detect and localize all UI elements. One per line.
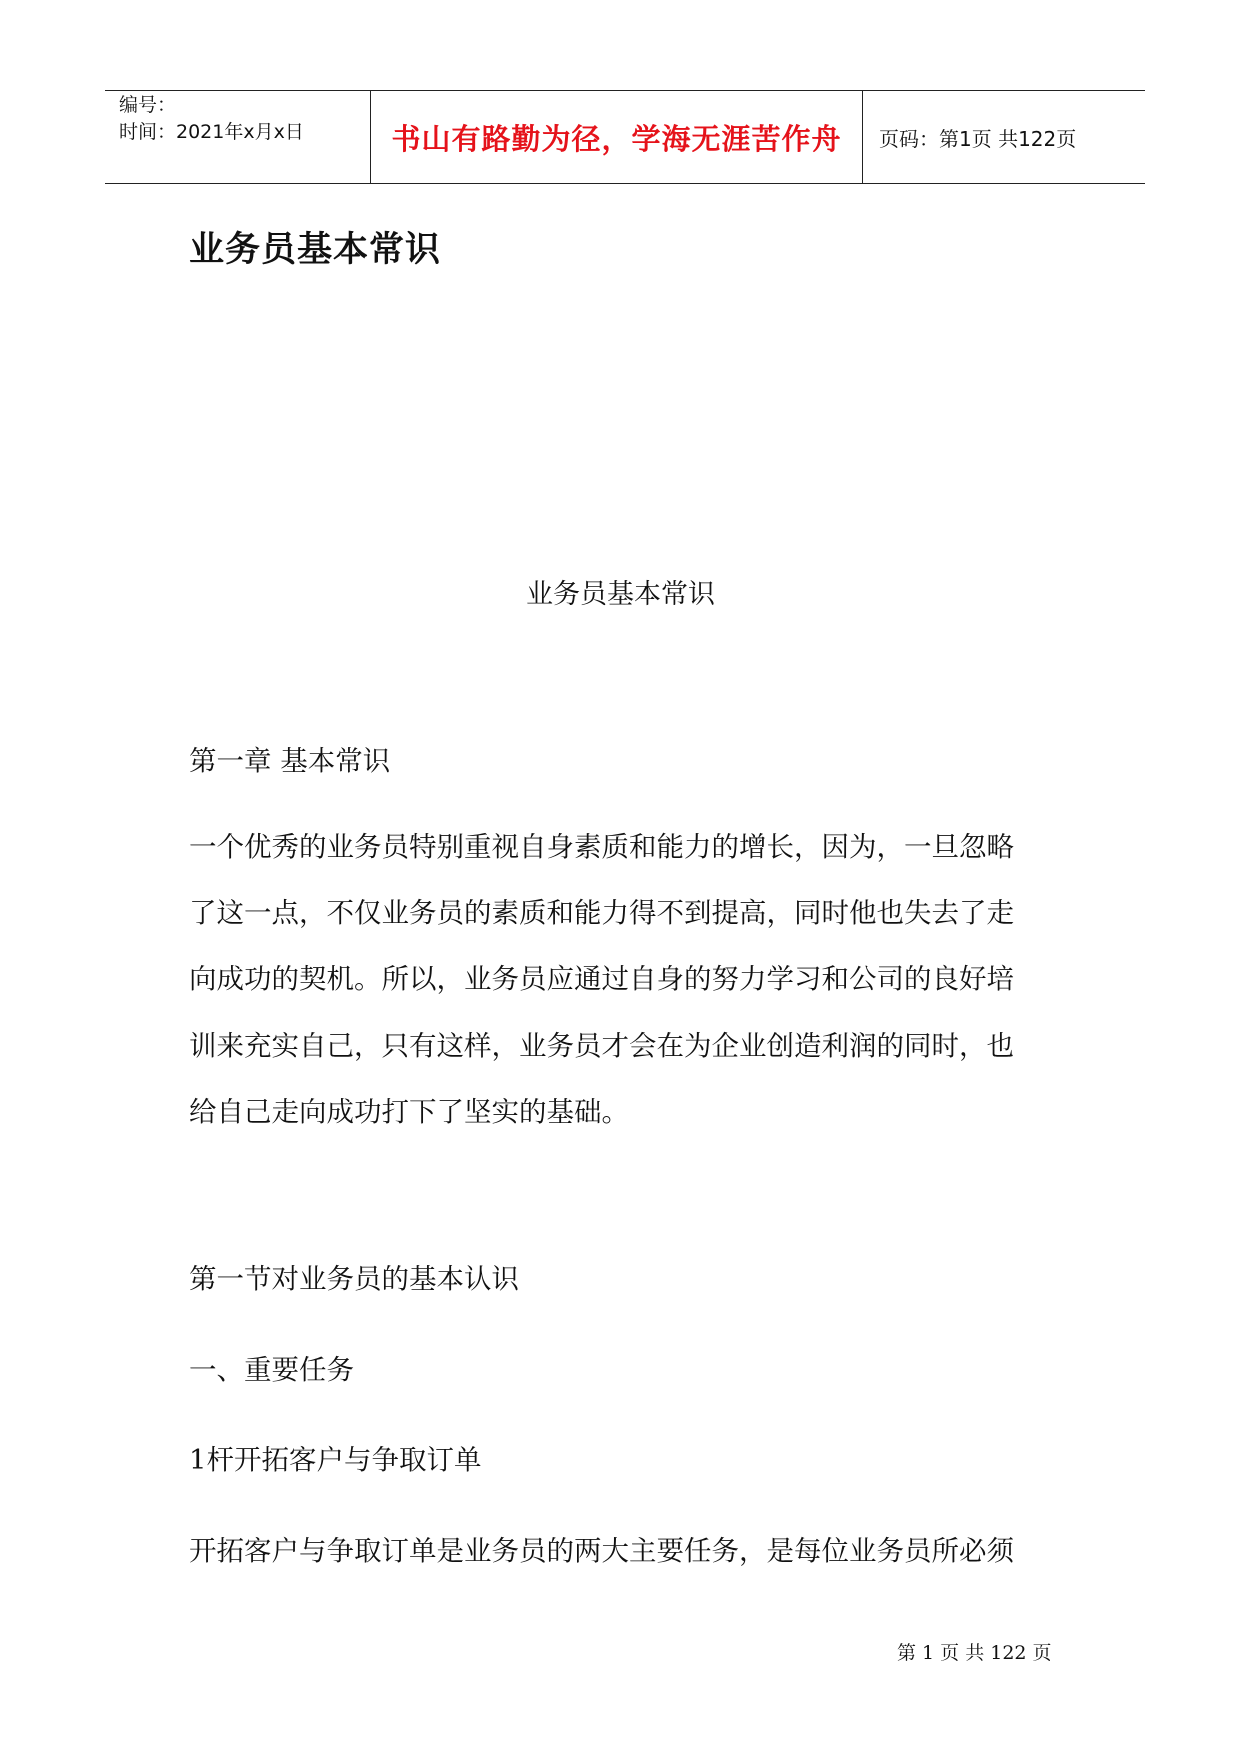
header-left-cell [105,91,370,183]
section-heading: 第一节对业务员的基本认识 [189,1263,519,1295]
page-footer: 第 1 页 共 122 页 [897,1642,1052,1664]
item-heading: 1杆开拓客户与争取订单 [189,1444,482,1476]
header-motto: 书山有路勤为径，学海无涯苦作舟 [391,121,842,156]
page-header-table [105,90,1145,184]
paragraph1-line: 给自己走向成功打下了坚实的基础。 [189,1096,629,1128]
document-title: 业务员基本常识 [189,230,442,270]
document-subtitle: 业务员基本常识 [526,579,715,610]
paragraph1-line: 了这一点，不仅业务员的素质和能力得不到提高，同时他也失去了走 [189,897,1014,929]
chapter-heading: 第一章 基本常识 [189,745,391,777]
header-page-code: 页码：第1页 共122页 [879,126,1077,151]
paragraph1-line: 一个优秀的业务员特别重视自身素质和能力的增长，因为，一旦忽略 [189,831,1014,863]
header-motto-cell [370,91,863,183]
header-page-cell [863,91,1145,183]
document-number-label: 编号： [119,94,177,116]
paragraph1-line: 向成功的契机。所以，业务员应通过自身的努力学习和公司的良好培 [189,963,1014,995]
paragraph1-line: 训来充实自己，只有这样，业务员才会在为企业创造利润的同时，也 [189,1030,1014,1062]
document-time-label: 时间：2021年x月x日 [119,121,304,143]
subsection-heading: 一、重要任务 [189,1354,354,1386]
paragraph2-line: 开拓客户与争取订单是业务员的两大主要任务，是每位业务员所必须 [189,1535,1014,1567]
